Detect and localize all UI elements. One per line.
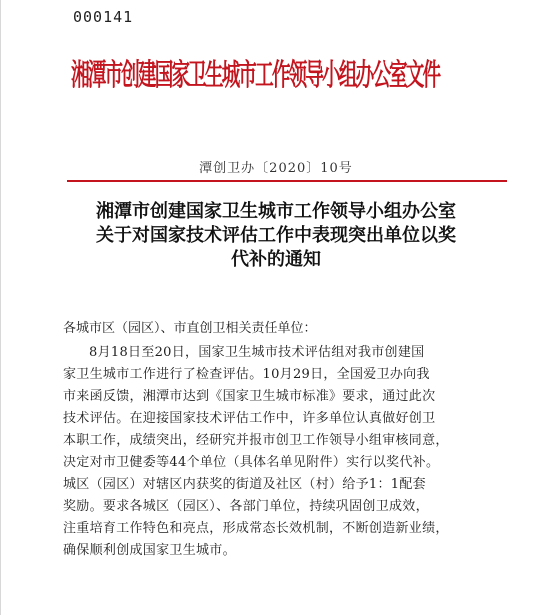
body-line: 家卫生城市工作进行了检查评估。10月29日，全国爱卫办向我: [63, 367, 430, 382]
red-divider-line: [67, 180, 507, 182]
notice-title-line: 湘潭市创建国家卫生城市工作领导小组办公室: [96, 201, 456, 222]
body-line: 城区（园区）对辖区内获奖的街道及社区（村）给予1：1配套: [63, 477, 426, 492]
body-paragraph: [63, 342, 503, 562]
notice-title-line: 关于对国家技术评估工作中表现突出单位以奖: [96, 225, 456, 246]
serial-number: 000141: [73, 8, 134, 26]
body-line: 8月18日至20日，国家卫生城市技术评估组对我市创建国: [89, 345, 425, 360]
body-line: 市来函反馈，湘潭市达到《国家卫生城市标准》要求，通过此次: [63, 389, 436, 404]
body-line: 确保顺利创成国家卫生城市。: [63, 543, 236, 558]
notice-title-line: 代补的通知: [231, 249, 321, 270]
body-line: 决定对市卫健委等44个单位（具体名单见附件）实行以奖代补。: [63, 455, 440, 470]
salutation: 各城市区（园区）、市直创卫相关责任单位：: [63, 321, 317, 336]
issuing-office-header: 湘潭市创建国家卫生城市工作领导小组办公室文件: [71, 58, 440, 93]
notice-body: [63, 318, 503, 562]
body-line: 奖励。要求各城区（园区）、各部门单位，持续巩固创卫成效，: [63, 499, 429, 514]
body-line: 技术评估。在迎接国家技术评估工作中，许多单位认真做好创卫: [63, 411, 436, 426]
body-line: 注重培育工作特色和亮点，形成常态长效机制，不断创造新业绩，: [63, 521, 449, 536]
notice-title: [41, 200, 511, 272]
document-reference-number: 潭创卫办〔2020〕10号: [199, 161, 353, 176]
body-line: 本职工作，成绩突出，经研究并报市创卫工作领导小组审核同意，: [63, 433, 449, 448]
